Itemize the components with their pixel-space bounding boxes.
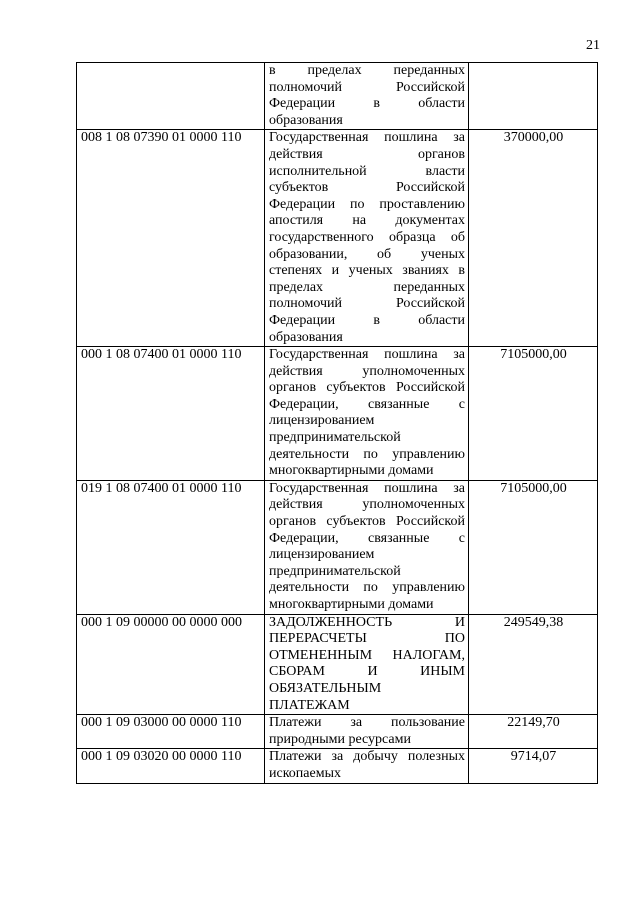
budget-code-cell: 000 1 09 00000 00 0000 000 <box>77 614 265 715</box>
budget-revenue-table <box>76 62 598 784</box>
revenue-name-cell: Государственная пошлина за действия органов исполнительной власти субъектов Российской Федерации по проставлению апостиля на документах государственного образца об образовании, об ученых степенях и ученых званиях в пределах переданных полномочий Российской Федерации в области образования <box>265 130 469 347</box>
budget-code-cell <box>77 63 265 130</box>
table-row <box>77 749 598 783</box>
amount-cell: 9714,07 <box>469 749 598 783</box>
table-row <box>77 63 598 130</box>
page-number: 21 <box>586 38 600 53</box>
revenue-name-cell: Государственная пошлина за действия уполномоченных органов субъектов Российской Федерации, связанные с лицензированием предпринимательской деятельности по управлению многоквартирными домами <box>265 480 469 614</box>
table-row <box>77 130 598 347</box>
revenue-name-cell: Государственная пошлина за действия уполномоченных органов субъектов Российской Федерации, связанные с лицензированием предпринимательской деятельности по управлению многоквартирными домами <box>265 347 469 481</box>
budget-code-cell: 019 1 08 07400 01 0000 110 <box>77 480 265 614</box>
amount-cell: 249549,38 <box>469 614 598 715</box>
revenue-name-cell: ЗАДОЛЖЕННОСТЬ И ПЕРЕРАСЧЕТЫ ПО ОТМЕНЕННЫМ НАЛОГАМ, СБОРАМ И ИНЫМ ОБЯЗАТЕЛЬНЫМ ПЛАТЕЖАМ <box>265 614 469 715</box>
table-row <box>77 715 598 749</box>
budget-code-cell: 000 1 09 03000 00 0000 110 <box>77 715 265 749</box>
amount-cell: 370000,00 <box>469 130 598 347</box>
budget-code-cell: 000 1 08 07400 01 0000 110 <box>77 347 265 481</box>
amount-cell: 7105000,00 <box>469 347 598 481</box>
table-row <box>77 614 598 715</box>
amount-cell <box>469 63 598 130</box>
amount-cell: 7105000,00 <box>469 480 598 614</box>
table-row <box>77 347 598 481</box>
revenue-name-cell: в пределах переданных полномочий Российской Федерации в области образования <box>265 63 469 130</box>
revenue-name-cell: Платежи за добычу полезных ископаемых <box>265 749 469 783</box>
amount-cell: 22149,70 <box>469 715 598 749</box>
budget-code-cell: 000 1 09 03020 00 0000 110 <box>77 749 265 783</box>
budget-code-cell: 008 1 08 07390 01 0000 110 <box>77 130 265 347</box>
revenue-name-cell: Платежи за пользование природными ресурсами <box>265 715 469 749</box>
table-row <box>77 480 598 614</box>
